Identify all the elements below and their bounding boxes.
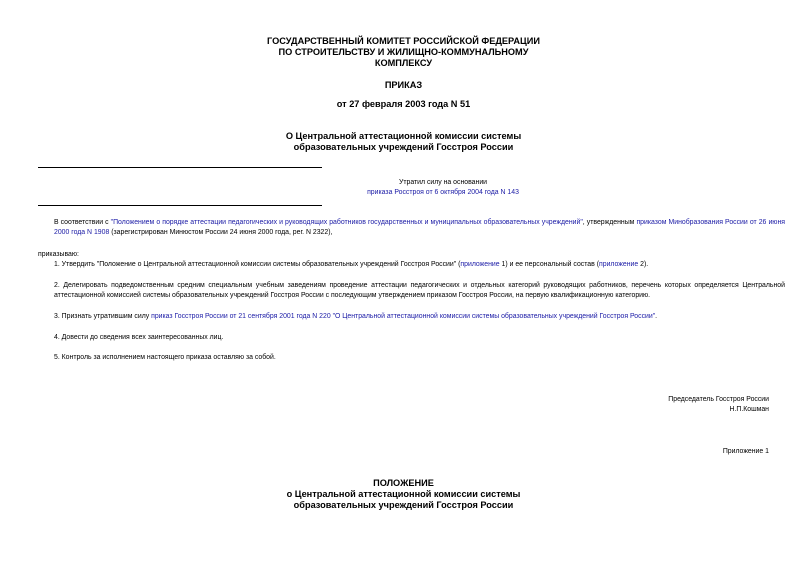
signatory-name: Н.П.Кошман (729, 406, 769, 413)
appendix-1-link[interactable]: приложение (460, 261, 500, 268)
preamble-text: (зарегистрирован Минюстом России 24 июня 2000 года, рег. N 2322), (109, 229, 333, 236)
document-type: ПРИКАЗ (384, 80, 423, 90)
appendix-2-link[interactable]: приложение (599, 261, 639, 268)
regulation-link[interactable]: "Положением о порядке аттестации педагогических и руководящих работников государственных и муниципальных образовательных учреждений" (110, 219, 583, 226)
preamble-paragraph (38, 218, 785, 238)
order-item-4: 4. Довести до сведения всех заинтересованных лиц. (54, 334, 224, 341)
minobr-order-link[interactable]: приказом Минобразования России от 26 июня 2000 года N 1908 (54, 219, 785, 236)
order-item-2: 2. Делегировать подведомственным средним специальным учебным заведениям проведение аттестации педагогических и отдельных категорий руководящих работников, перечень которых определяется Центральной аттестационной комиссией системы образовательных учреждений Госстроя России с последующим утверждением приказом Госстроя России, на первую квалификационную категорию. (54, 282, 785, 299)
authority-line: КОМПЛЕКСУ (374, 58, 433, 68)
appendix-subtitle (38, 489, 769, 511)
order-word: приказываю: (38, 251, 79, 258)
issuing-authority (38, 36, 769, 69)
item-text: 3. Признать утратившим силу (54, 313, 152, 320)
order-item-3 (38, 312, 785, 322)
divider-top (38, 167, 322, 168)
item-text: 1) и ее персональный состав ( (499, 261, 600, 268)
signatory-position: Председатель Госстроя России (668, 396, 769, 403)
status-note-text: Утратил силу на основании (398, 179, 488, 186)
appendix-title: ПОЛОЖЕНИЕ (373, 478, 434, 488)
item-text: . (655, 313, 658, 320)
preamble-text: , утвержденным (582, 219, 637, 226)
signature-block (38, 395, 769, 415)
item-text: 1. Утвердить "Положение о Центральной аттестационной комиссии системы образовательных учреждений Госстроя России" ( (54, 261, 461, 268)
appendix-subtitle-line: образовательных учреждений Госстроя России (293, 500, 514, 510)
subject-line: образовательных учреждений Госстроя России (293, 142, 514, 152)
subject-line: О Центральной аттестационной комиссии системы (285, 131, 522, 141)
authority-line: ГОСУДАРСТВЕННЫЙ КОМИТЕТ РОССИЙСКОЙ ФЕДЕРАЦИИ (267, 36, 540, 46)
status-note (38, 178, 807, 198)
document-page (38, 0, 785, 571)
appendix-label: Приложение 1 (722, 448, 769, 455)
repealing-order-link[interactable]: приказа Росстроя от 6 октября 2004 года N 143 (367, 189, 519, 196)
order-item-5: 5. Контроль за исполнением настоящего приказа оставляю за собой. (54, 354, 276, 361)
preamble-text: В соответствии с (54, 219, 111, 226)
authority-line: ПО СТРОИТЕЛЬСТВУ И ЖИЛИЩНО-КОММУНАЛЬНОМУ (278, 47, 529, 57)
document-date-number: от 27 февраля 2003 года N 51 (336, 99, 471, 109)
document-subject (38, 131, 769, 153)
repealed-order-link[interactable]: приказ Госстроя России от 21 сентября 2001 года N 220 "О Центральной аттестационной комиссии системы образовательных учреждений Госстроя России" (151, 313, 656, 320)
divider-bottom (38, 205, 322, 206)
order-item-1 (38, 260, 785, 270)
appendix-subtitle-line: о Центральной аттестационной комиссии системы (286, 489, 521, 499)
item-text: 2). (638, 261, 649, 268)
